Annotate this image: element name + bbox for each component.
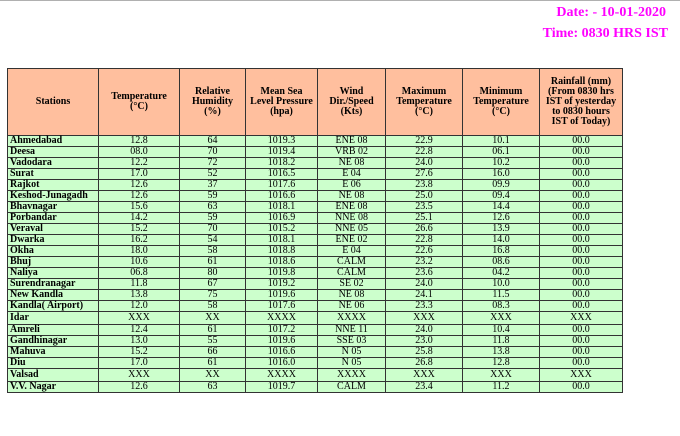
table-row [8, 202, 623, 213]
col-header-rainfall: Rainfall (mm) (From 0830 hrs IST of yesterday to 0830 hours IST of Today) [540, 69, 623, 136]
table-cell: 1019.4 [246, 147, 318, 158]
table-row [8, 279, 623, 290]
table-cell: 22.8 [386, 147, 463, 158]
table-cell: XXX [540, 312, 623, 325]
table-row [8, 336, 623, 347]
station-name: Okha [8, 246, 99, 257]
table-cell: XXX [99, 369, 180, 382]
table-cell: N 05 [318, 358, 386, 369]
report-date: Date: - 10-01-2020 [556, 5, 666, 20]
station-name: Idar [8, 312, 99, 325]
table-cell: 00.0 [540, 224, 623, 235]
table-cell: 80 [180, 268, 246, 279]
station-name: Gandhinagar [8, 336, 99, 347]
col-header-wind: Wind Dir./Speed (Kts) [318, 69, 386, 136]
table-cell: 61 [180, 257, 246, 268]
table-cell: 1018.8 [246, 246, 318, 257]
station-name: Surendranagar [8, 279, 99, 290]
table-cell: 23.4 [386, 382, 463, 393]
table-cell: 1019.6 [246, 290, 318, 301]
table-cell: 1019.7 [246, 382, 318, 393]
station-name: Amreli [8, 325, 99, 336]
table-cell: 10.4 [463, 325, 540, 336]
table-cell: 14.2 [99, 213, 180, 224]
table-cell: 22.8 [386, 235, 463, 246]
table-row [8, 257, 623, 268]
table-cell: 59 [180, 213, 246, 224]
table-cell: 00.0 [540, 325, 623, 336]
table-cell: 15.6 [99, 202, 180, 213]
station-name: Ahmedabad [8, 136, 99, 147]
table-cell: XXX [463, 369, 540, 382]
table-cell: 10.1 [463, 136, 540, 147]
station-name: Rajkot [8, 180, 99, 191]
table-cell: 14.4 [463, 202, 540, 213]
table-cell: 1016.6 [246, 191, 318, 202]
table-cell: 00.0 [540, 169, 623, 180]
station-name: Diu [8, 358, 99, 369]
station-name: Vadodara [8, 158, 99, 169]
table-row [8, 169, 623, 180]
table-cell: 55 [180, 336, 246, 347]
table-cell: 00.0 [540, 382, 623, 393]
table-cell: 1016.0 [246, 358, 318, 369]
table-cell: 18.0 [99, 246, 180, 257]
table-cell: 1016.5 [246, 169, 318, 180]
table-cell: 59 [180, 191, 246, 202]
table-cell: 16.2 [99, 235, 180, 246]
station-name: Porbandar [8, 213, 99, 224]
col-header-max-temp: Maximum Temperature (°C) [386, 69, 463, 136]
table-cell: 1016.6 [246, 347, 318, 358]
table-cell: 1019.2 [246, 279, 318, 290]
table-cell: 25.8 [386, 347, 463, 358]
table-row [8, 290, 623, 301]
table-cell: 00.0 [540, 257, 623, 268]
table-cell: 13.0 [99, 336, 180, 347]
table-cell: XXXX [246, 312, 318, 325]
table-cell: 13.8 [99, 290, 180, 301]
table-cell: 09.4 [463, 191, 540, 202]
table-cell: 75 [180, 290, 246, 301]
table-cell: XX [180, 312, 246, 325]
col-header-humidity: Relative Humidity (%) [180, 69, 246, 136]
table-cell: ENE 08 [318, 202, 386, 213]
table-cell: 27.6 [386, 169, 463, 180]
table-cell: 1017.6 [246, 180, 318, 191]
table-cell: NE 06 [318, 301, 386, 312]
table-cell: 15.2 [99, 347, 180, 358]
table-row [8, 147, 623, 158]
table-cell: 1018.1 [246, 235, 318, 246]
table-cell: NE 08 [318, 158, 386, 169]
table-cell: CALM [318, 382, 386, 393]
table-cell: 11.8 [463, 336, 540, 347]
table-cell: 25.1 [386, 213, 463, 224]
table-cell: NNE 08 [318, 213, 386, 224]
table-cell: N 05 [318, 347, 386, 358]
table-cell: NNE 05 [318, 224, 386, 235]
table-row [8, 325, 623, 336]
table-cell: 1016.9 [246, 213, 318, 224]
table-cell: 08.6 [463, 257, 540, 268]
table-cell: 04.2 [463, 268, 540, 279]
table-cell: 24.0 [386, 158, 463, 169]
station-name: Veraval [8, 224, 99, 235]
table-cell: 54 [180, 235, 246, 246]
table-cell: 00.0 [540, 268, 623, 279]
table-cell: 61 [180, 325, 246, 336]
table-cell: 11.8 [99, 279, 180, 290]
table-cell: XXX [386, 312, 463, 325]
table-cell: 1019.3 [246, 136, 318, 147]
table-cell: 24.0 [386, 325, 463, 336]
table-body [8, 136, 623, 393]
table-cell: 09.9 [463, 180, 540, 191]
table-cell: 58 [180, 301, 246, 312]
table-cell: 16.8 [463, 246, 540, 257]
table-header-row [8, 69, 623, 136]
table-cell: 23.8 [386, 180, 463, 191]
table-cell: 1018.6 [246, 257, 318, 268]
table-cell: 12.0 [99, 301, 180, 312]
table-cell: 23.5 [386, 202, 463, 213]
table-cell: 00.0 [540, 336, 623, 347]
table-row [8, 136, 623, 147]
table-cell: 25.0 [386, 191, 463, 202]
station-name: Bhavnagar [8, 202, 99, 213]
table-cell: 15.2 [99, 224, 180, 235]
table-cell: 63 [180, 382, 246, 393]
table-row [8, 347, 623, 358]
table-cell: 14.0 [463, 235, 540, 246]
weather-table [7, 68, 623, 393]
table-cell: XXX [540, 369, 623, 382]
table-cell: 72 [180, 158, 246, 169]
station-name: Dwarka [8, 235, 99, 246]
station-name: Keshod-Junagadh [8, 191, 99, 202]
table-cell: 23.6 [386, 268, 463, 279]
table-cell: 17.0 [99, 169, 180, 180]
col-header-min-temp: Minimum Temperature (°C) [463, 69, 540, 136]
station-name: New Kandla [8, 290, 99, 301]
table-cell: 00.0 [540, 202, 623, 213]
table-cell: 06.1 [463, 147, 540, 158]
table-cell: 12.6 [99, 191, 180, 202]
table-cell: XXXX [318, 312, 386, 325]
table-cell: 00.0 [540, 158, 623, 169]
table-cell: 00.0 [540, 347, 623, 358]
table-cell: XXXX [318, 369, 386, 382]
table-cell: 26.6 [386, 224, 463, 235]
table-cell: XXXX [246, 369, 318, 382]
table-cell: 70 [180, 147, 246, 158]
table-cell: 1019.8 [246, 268, 318, 279]
table-cell: 00.0 [540, 290, 623, 301]
table-cell: 1018.1 [246, 202, 318, 213]
table-cell: E 04 [318, 246, 386, 257]
table-row [8, 213, 623, 224]
station-name: V.V. Nagar [8, 382, 99, 393]
col-header-pressure: Mean Sea Level Pressure (hpa) [246, 69, 318, 136]
table-cell: 63 [180, 202, 246, 213]
table-cell: 22.6 [386, 246, 463, 257]
table-cell: 12.2 [99, 158, 180, 169]
table-cell: 58 [180, 246, 246, 257]
table-cell: 12.6 [463, 213, 540, 224]
table-cell: 00.0 [540, 147, 623, 158]
table-cell: 10.0 [463, 279, 540, 290]
table-cell: 37 [180, 180, 246, 191]
station-name: Kandla( Airport) [8, 301, 99, 312]
table-cell: 06.8 [99, 268, 180, 279]
station-name: Naliya [8, 268, 99, 279]
table-cell: 23.0 [386, 336, 463, 347]
table-cell: 00.0 [540, 279, 623, 290]
table-cell: 16.0 [463, 169, 540, 180]
table-cell: 1017.2 [246, 325, 318, 336]
table-row [8, 268, 623, 279]
table-cell: 10.2 [463, 158, 540, 169]
table-cell: 64 [180, 136, 246, 147]
table-row [8, 191, 623, 202]
table-cell: SSE 03 [318, 336, 386, 347]
table-cell: XXX [386, 369, 463, 382]
table-cell: 12.6 [99, 382, 180, 393]
table-row [8, 301, 623, 312]
table-cell: 00.0 [540, 180, 623, 191]
table-cell: E 04 [318, 169, 386, 180]
station-name: Mahuva [8, 347, 99, 358]
table-cell: 00.0 [540, 213, 623, 224]
table-cell: 00.0 [540, 246, 623, 257]
table-cell: 1018.2 [246, 158, 318, 169]
table-cell: XX [180, 369, 246, 382]
table-cell: 13.9 [463, 224, 540, 235]
table-cell: 66 [180, 347, 246, 358]
table-cell: 24.0 [386, 279, 463, 290]
col-header-stations: Stations [8, 69, 99, 136]
table-row [8, 369, 623, 382]
table-cell: NE 08 [318, 290, 386, 301]
table-cell: SE 02 [318, 279, 386, 290]
table-cell: 1019.6 [246, 336, 318, 347]
table-cell: 00.0 [540, 191, 623, 202]
table-cell: XXX [99, 312, 180, 325]
table-cell: 1017.6 [246, 301, 318, 312]
report-time: Time: 0830 HRS IST [542, 26, 668, 41]
station-name: Deesa [8, 147, 99, 158]
table-cell: 08.0 [99, 147, 180, 158]
table-cell: 23.3 [386, 301, 463, 312]
station-name: Bhuj [8, 257, 99, 268]
table-row [8, 312, 623, 325]
table-cell: 26.8 [386, 358, 463, 369]
table-cell: 13.8 [463, 347, 540, 358]
table-row [8, 235, 623, 246]
table-cell: 17.0 [99, 358, 180, 369]
table-cell: 61 [180, 358, 246, 369]
table-row [8, 224, 623, 235]
table-cell: 12.8 [99, 136, 180, 147]
table-cell: 08.3 [463, 301, 540, 312]
table-cell: 11.5 [463, 290, 540, 301]
table-cell: 1015.2 [246, 224, 318, 235]
table-cell: 67 [180, 279, 246, 290]
table-cell: 10.6 [99, 257, 180, 268]
table-cell: NNE 11 [318, 325, 386, 336]
table-cell: 24.1 [386, 290, 463, 301]
station-name: Valsad [8, 369, 99, 382]
table-cell: ENE 02 [318, 235, 386, 246]
table-cell: CALM [318, 268, 386, 279]
table-cell: 12.8 [463, 358, 540, 369]
table-cell: E 06 [318, 180, 386, 191]
col-header-temperature: Temperature (°C) [99, 69, 180, 136]
table-cell: 00.0 [540, 301, 623, 312]
table-cell: 70 [180, 224, 246, 235]
table-cell: ENE 08 [318, 136, 386, 147]
table-row [8, 382, 623, 393]
table-cell: 23.2 [386, 257, 463, 268]
table-cell: CALM [318, 257, 386, 268]
station-name: Surat [8, 169, 99, 180]
table-cell: VRB 02 [318, 147, 386, 158]
table-row [8, 246, 623, 257]
table-cell: 22.9 [386, 136, 463, 147]
table-cell: NE 08 [318, 191, 386, 202]
table-cell: 11.2 [463, 382, 540, 393]
table-row [8, 180, 623, 191]
table-cell: 00.0 [540, 235, 623, 246]
top-rule [0, 0, 680, 1]
table-cell: 00.0 [540, 136, 623, 147]
table-cell: XXX [463, 312, 540, 325]
table-cell: 00.0 [540, 358, 623, 369]
table-row [8, 358, 623, 369]
table-cell: 12.4 [99, 325, 180, 336]
table-cell: 12.6 [99, 180, 180, 191]
table-cell: 52 [180, 169, 246, 180]
table-row [8, 158, 623, 169]
